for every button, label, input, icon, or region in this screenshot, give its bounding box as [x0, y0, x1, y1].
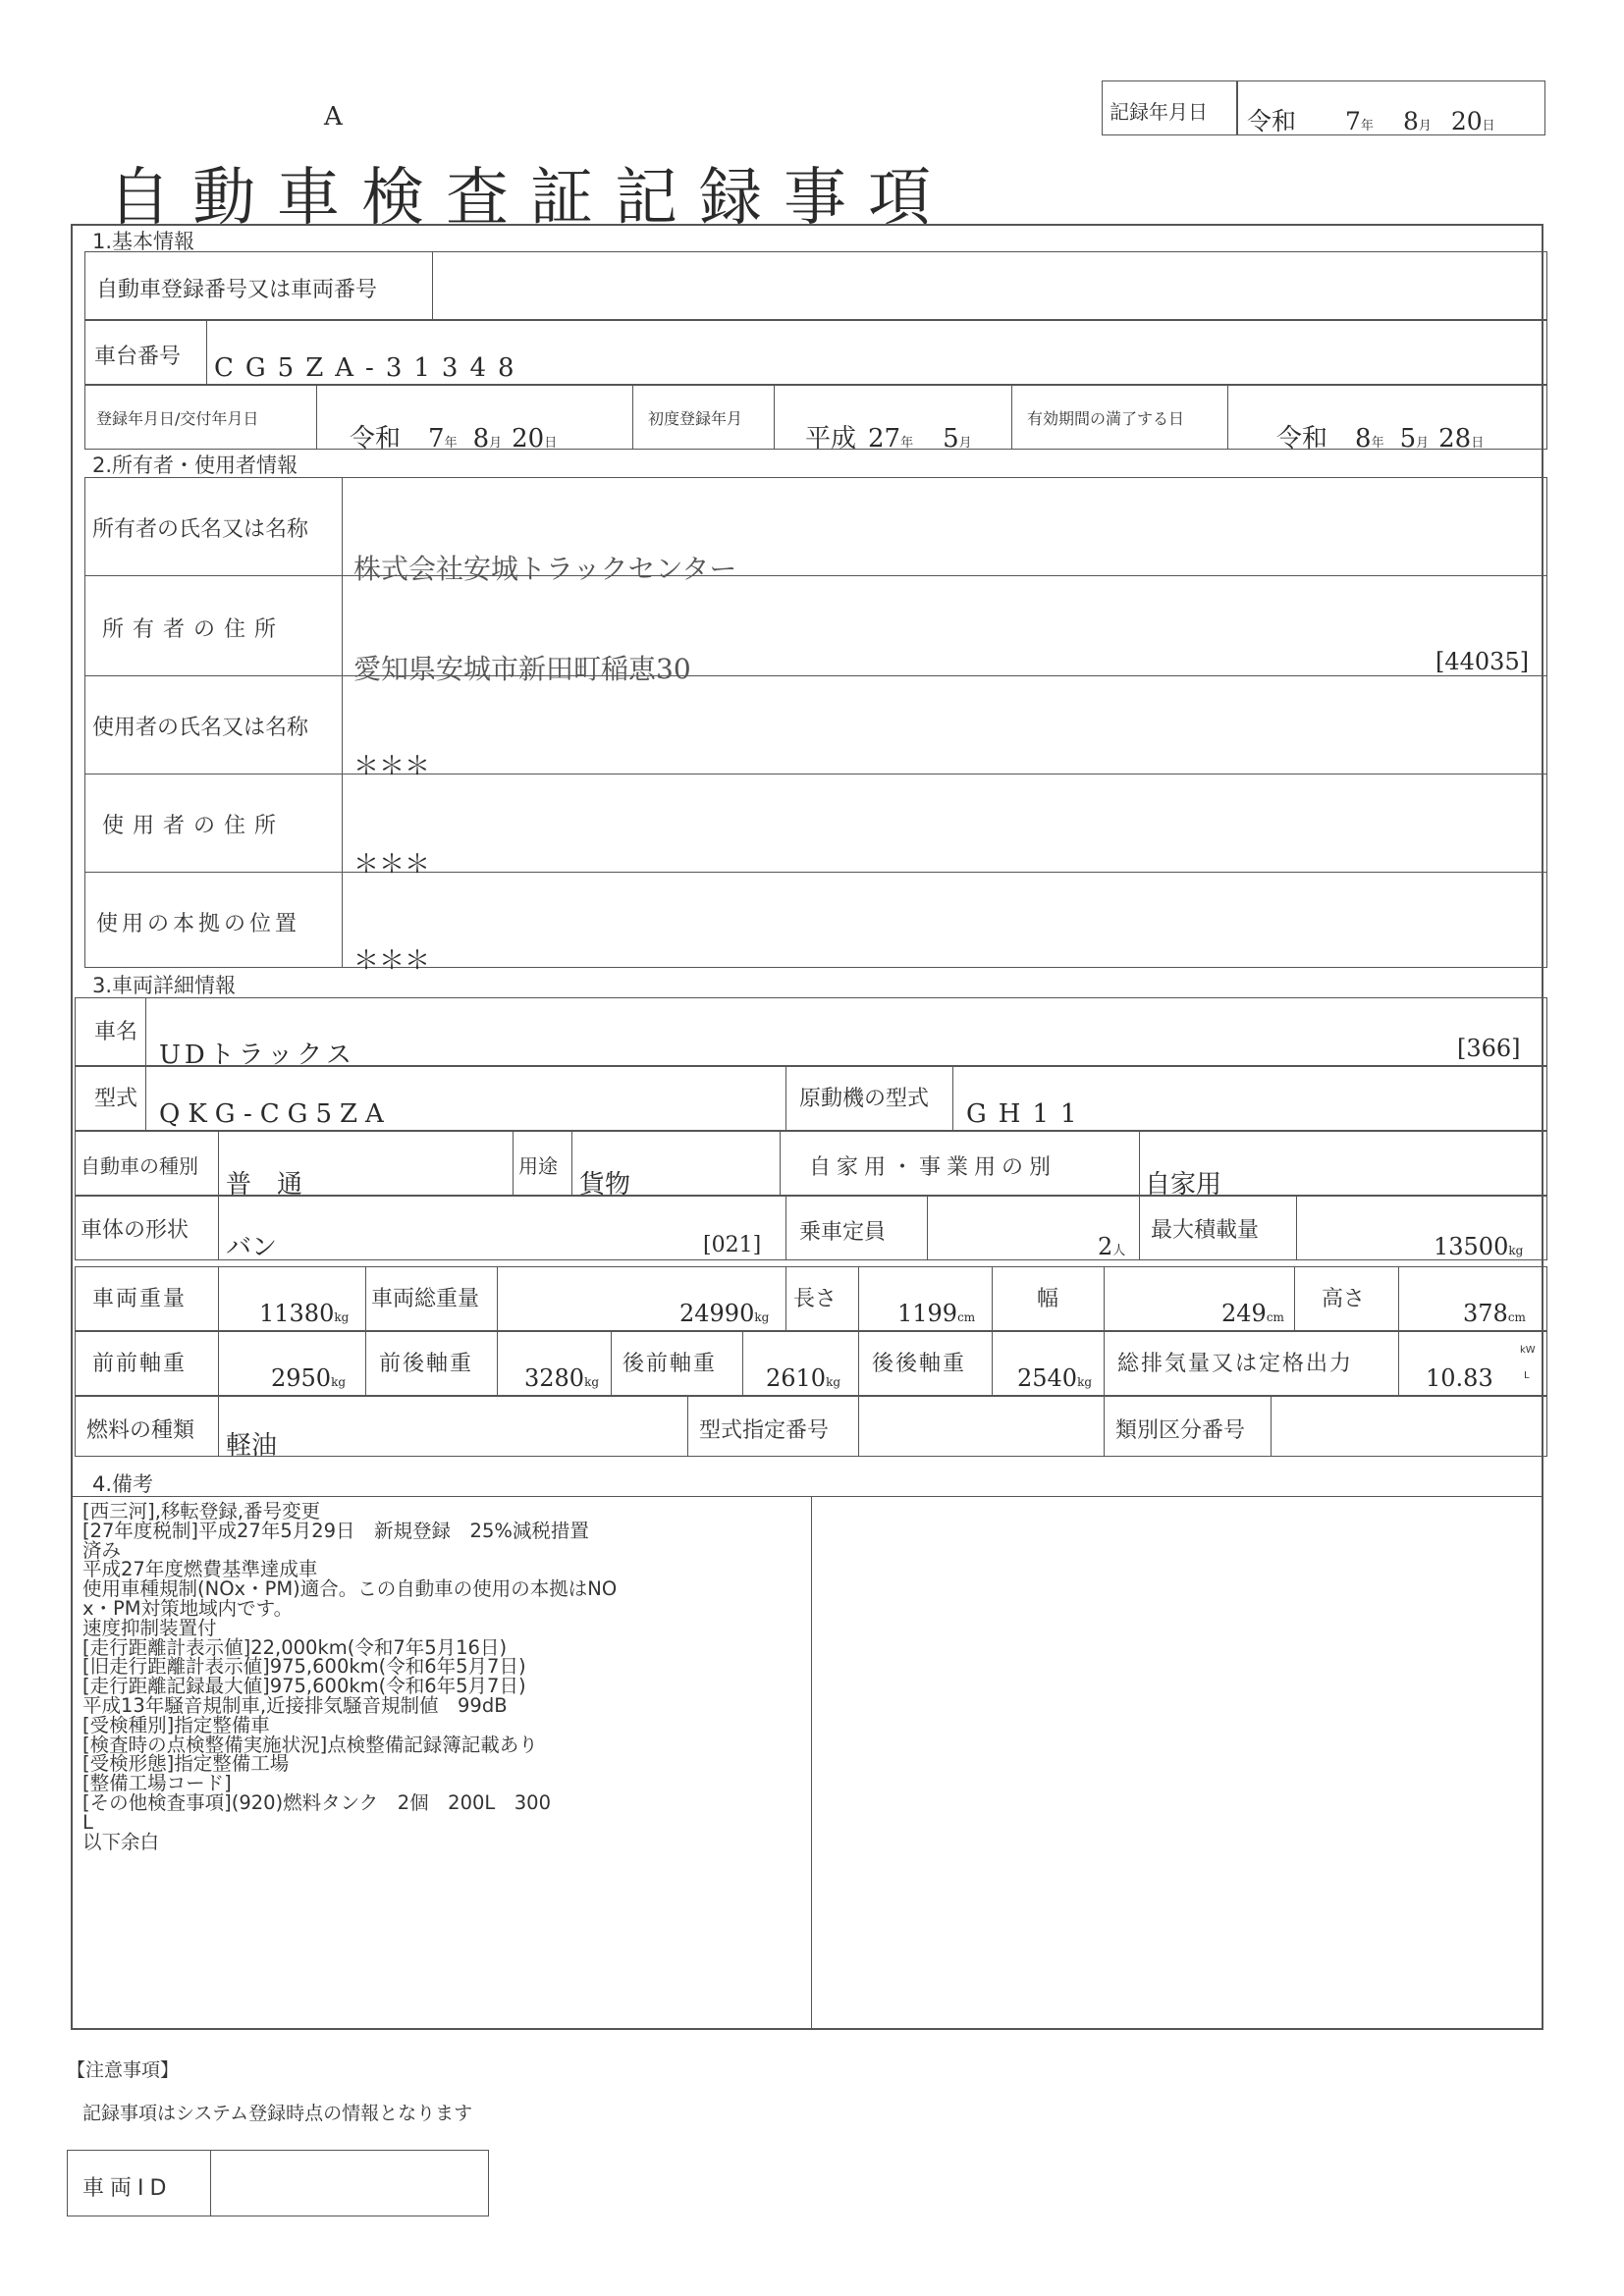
remarks-line: 平成13年騒音規制車,近接排気騒音規制値 99dB: [82, 1693, 508, 1717]
expiry-label: 有効期間の満了する日: [1027, 409, 1185, 428]
reg-date-value: 令和 7年 8月 20日: [350, 424, 558, 454]
first-reg-value: 平成 27年 5月: [805, 424, 972, 454]
body-label: 車体の形状: [81, 1218, 189, 1243]
owner-name-value: 株式会社安城トラックセンター: [353, 553, 737, 585]
fuel-value: 軽油: [226, 1431, 278, 1461]
displacement-label: 総排気量又は定格出力: [1117, 1352, 1354, 1376]
model-label: 型式: [94, 1087, 138, 1111]
base-label: 使用の本拠の位置: [96, 912, 301, 936]
height-label: 高さ: [1322, 1287, 1366, 1311]
section-vehicle-title: 3.車両詳細情報: [92, 974, 237, 997]
height-value: 378cm: [1463, 1300, 1526, 1327]
record-date-label: 記録年月日: [1110, 100, 1208, 124]
gross-value: 24990kg: [679, 1300, 770, 1327]
remarks-line: [その他検査事項](920)燃料タンク 2個 200L 300: [82, 1790, 551, 1814]
rr-axle-label: 後後軸重: [872, 1352, 967, 1376]
notes-text: 記録事項はシステム登録時点の情報となります: [82, 2103, 473, 2124]
remarks-line: [受検種別]指定整備車: [82, 1713, 270, 1736]
body-code: [021]: [703, 1233, 762, 1257]
max-load-label: 最大積載量: [1151, 1218, 1260, 1243]
base-value: ＊＊＊: [353, 946, 431, 976]
owner-addr-code: [44035]: [1435, 648, 1530, 675]
page-title: 自動車検査証記録事項: [108, 162, 952, 235]
body-value: バン: [226, 1233, 278, 1262]
gross-label: 車両総重量: [371, 1287, 480, 1311]
fuel-label: 燃料の種類: [86, 1418, 195, 1443]
vehicle-id-label: 車両ID: [82, 2176, 173, 2201]
vehicle-name-value: UDトラックス: [159, 1041, 355, 1070]
rf-axle-value: 2610kg: [766, 1364, 841, 1392]
remarks-line: [整備工場コード]: [82, 1772, 232, 1795]
remarks-line: [走行距離計表示値]22,000km(令和7年5月16日): [82, 1635, 508, 1659]
record-date: 令和 7年 8月 20日: [1247, 107, 1495, 135]
remarks-line: [旧走行距離計表示値]975,600km(令和6年5月7日): [82, 1655, 526, 1679]
chassis-label: 車台番号: [94, 345, 182, 369]
vehicle-name-label: 車名: [94, 1020, 138, 1044]
remarks-line: [走行距離記録最大値]975,600km(令和6年5月7日): [82, 1675, 526, 1698]
kind-label: 自動車の種別: [81, 1154, 198, 1178]
rf-axle-label: 後前軸重: [623, 1352, 718, 1376]
remarks-line: [27年度税制]平成27年5月29日 新規登録 25%減税措置: [82, 1519, 589, 1542]
remarks-line: 以下余白: [82, 1830, 160, 1853]
ff-axle-label: 前前軸重: [92, 1352, 188, 1376]
max-load-value: 13500kg: [1434, 1233, 1524, 1260]
width-label: 幅: [1037, 1287, 1059, 1311]
use-value: 貨物: [579, 1170, 631, 1200]
owner-addr-label: 所有者の住所: [102, 617, 286, 642]
section-owner-title: 2.所有者・使用者情報: [92, 454, 298, 477]
type-designation-label: 型式指定番号: [699, 1418, 830, 1443]
reg-date-label: 登録年月日/交付年月日: [96, 409, 259, 428]
remarks-line: [西三河],移転登録,番号変更: [82, 1500, 321, 1522]
fr-axle-label: 前後軸重: [379, 1352, 474, 1376]
remarks-line: x・PM対策地域内です。: [82, 1596, 294, 1620]
chassis-value: CG5ZA-31348: [214, 353, 526, 383]
vehicle-name-code: [366]: [1457, 1035, 1521, 1062]
displacement-value: 10.83: [1426, 1364, 1493, 1392]
length-label: 長さ: [793, 1287, 838, 1311]
first-reg-label: 初度登録年月: [648, 409, 743, 428]
remarks-list: [82, 1502, 617, 1851]
remarks-line: [受検形態]指定整備工場: [82, 1752, 290, 1776]
liter-unit: L: [1524, 1370, 1530, 1381]
use-label: 用途: [518, 1154, 558, 1178]
capacity-label: 乗車定員: [799, 1220, 887, 1245]
rr-axle-value: 2540kg: [1017, 1364, 1093, 1392]
user-addr-label: 使用者の住所: [102, 814, 286, 838]
width-value: 249cm: [1221, 1300, 1284, 1327]
section-basic-title: 1.基本情報: [92, 230, 195, 253]
kw-unit: kW: [1520, 1345, 1536, 1356]
user-addr-value: ＊＊＊: [353, 850, 431, 880]
fr-axle-value: 3280kg: [524, 1364, 600, 1392]
form-mark: A: [324, 102, 343, 132]
remarks-line: 使用車種規制(NOx・PM)適合。この自動車の使用の本拠はNO: [82, 1577, 618, 1601]
remarks-line: L: [82, 1810, 93, 1834]
weight-label: 車両重量: [92, 1287, 188, 1311]
model-value: QKG-CG5ZA: [159, 1099, 392, 1129]
engine-value: GH11: [966, 1099, 1089, 1129]
remarks-line: 速度抑制装置付: [82, 1616, 217, 1639]
owner-name-label: 所有者の氏名又は名称: [92, 517, 309, 542]
private-label: 自家用・事業用の別: [809, 1155, 1057, 1180]
length-value: 1199cm: [897, 1300, 976, 1327]
category-label: 類別区分番号: [1115, 1418, 1246, 1443]
remarks-line: [検査時の点検整備実施状況]点検整備記録簿記載あり: [82, 1733, 538, 1756]
user-name-value: ＊＊＊: [353, 752, 431, 781]
expiry-value: 令和 8年 5月 28日: [1276, 424, 1485, 454]
remarks-line: 平成27年度燃費基準達成車: [82, 1558, 318, 1581]
engine-label: 原動機の型式: [799, 1087, 930, 1111]
weight-value: 11380kg: [259, 1300, 350, 1327]
ff-axle-value: 2950kg: [271, 1364, 347, 1392]
section-remarks-title: 4.備考: [92, 1472, 154, 1496]
kind-value: 普 通: [226, 1170, 303, 1200]
capacity-value: 2人: [1098, 1233, 1126, 1260]
user-name-label: 使用者の氏名又は名称: [92, 716, 309, 740]
remarks-line: 済み: [82, 1538, 122, 1562]
reg-no-label: 自動車登録番号又は車両番号: [96, 278, 378, 302]
owner-addr-value: 愛知県安城市新田町稲恵30: [353, 653, 691, 685]
notes-title: 【注意事項】: [67, 2059, 180, 2081]
private-value: 自家用: [1145, 1170, 1222, 1200]
